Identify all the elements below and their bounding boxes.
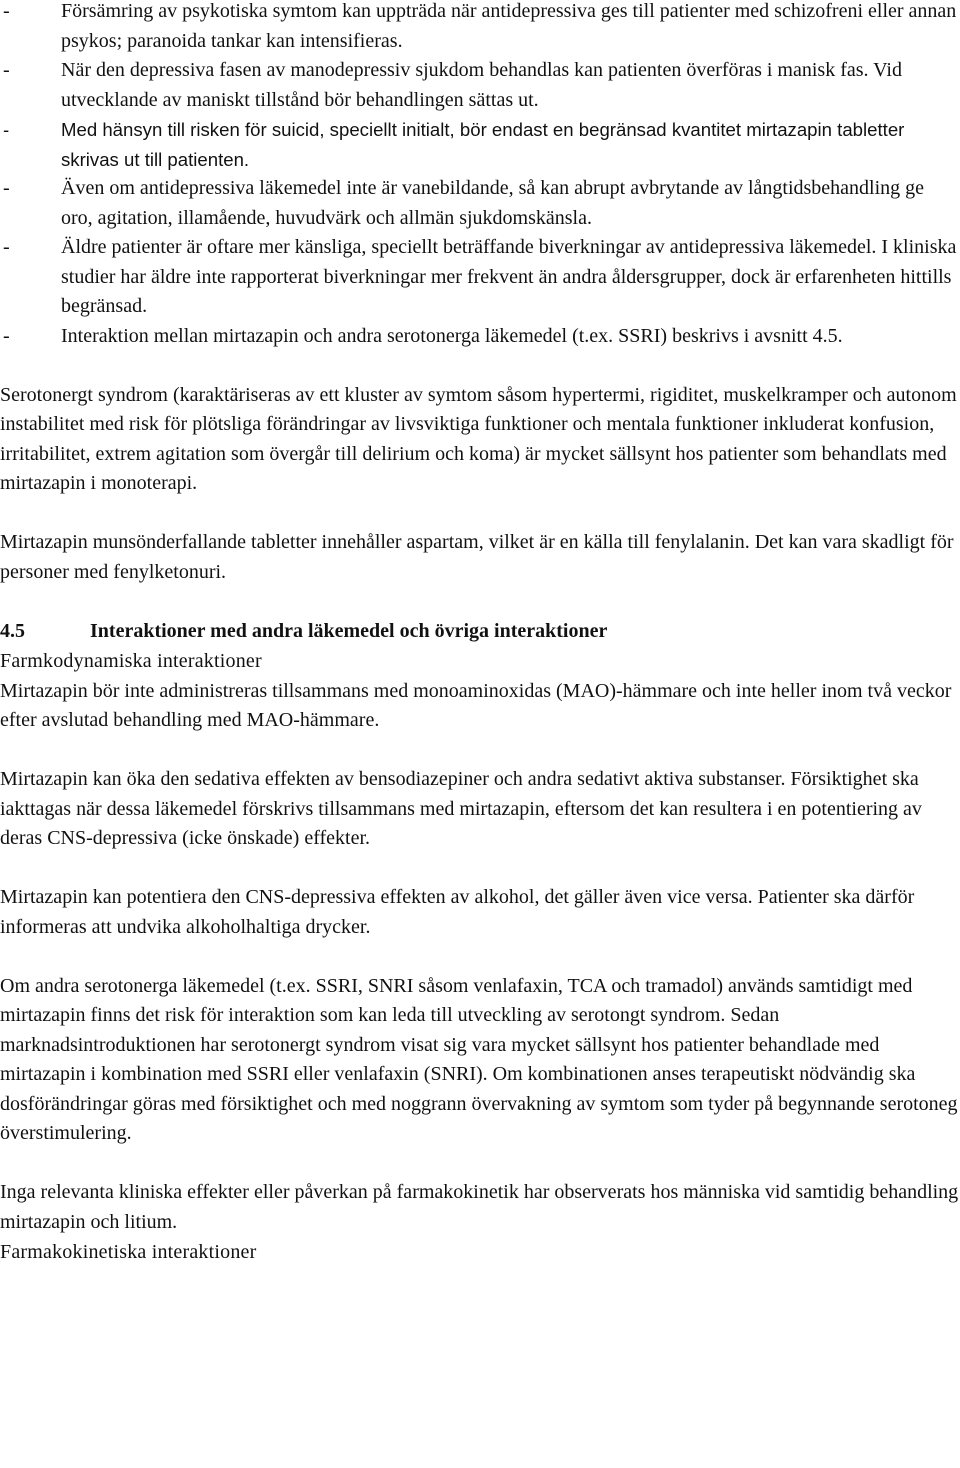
- paragraph-aspartam: Mirtazapin munsönderfallande tabletter innehåller aspartam, vilket är en källa till fenylalanin. Det kan vara skadligt för personer med fenylketonuri.: [0, 531, 954, 583]
- subheading-farmakokinetiska: Farmakokinetiska interaktioner: [0, 1241, 257, 1263]
- bullet-dash: -: [3, 119, 10, 140]
- bullet-text: Interaktion mellan mirtazapin och andra serotonerga läkemedel (t.ex. SSRI) beskrivs i avsnitt 4.5.: [61, 324, 843, 347]
- paragraph-serotonergt-syndrom: Serotonergt syndrom (karaktäriseras av ett kluster av symtom såsom hypertermi, rigiditet, muskelkramper och autonom instabilitet med risk för plötsliga förändringar av livsviktiga funktioner och mentala funktioner inkluderat konfusion, irritabilitet, extrem agitation som övergår till delirium och koma) är mycket sällsynt hos patienter som behandlats med mirtazapin i monoterapi.: [0, 383, 957, 494]
- bullet-dash: -: [3, 177, 10, 199]
- section-number: 4.5: [0, 619, 25, 642]
- bullet-dash: -: [3, 0, 10, 22]
- paragraph-bensodiazepiner: Mirtazapin kan öka den sedativa effekten av bensodiazepiner och andra sedativt aktiva substanser. Försiktighet ska iakttagas när dessa läkemedel förskrivs tillsammans med mirtazapin, eftersom det kan resultera i en potentiering av deras CNS-depressiva (icke önskade) effekter.: [0, 768, 922, 849]
- bullet-dash: -: [3, 236, 10, 258]
- bullet-item-manisk-fas: [0, 56, 960, 115]
- bullet-item-suicid: [0, 115, 960, 174]
- section-title: Interaktioner med andra läkemedel och övriga interaktioner: [90, 619, 608, 642]
- bullet-text: Äldre patienter är oftare mer känsliga, speciellt beträffande biverkningar av antidepressiva läkemedel. I kliniska studier har äldre inte rapporterat biverkningar mer frekvent än andra åldersgrupper, dock är erfarenheten hittills begränsad.: [61, 236, 957, 317]
- bullet-dash: -: [3, 324, 10, 347]
- bullet-text: När den depressiva fasen av manodepressiv sjukdom behandlas kan patienten överföras i manisk fas. Vid utvecklande av maniskt tillstånd bör behandlingen sättas ut.: [61, 59, 902, 111]
- bullet-text: Med hänsyn till risken för suicid, speciellt initialt, bör endast en begränsad kvantitet mirtazapin tabletter skrivas ut till patienten.: [61, 119, 905, 170]
- section-heading: [0, 617, 960, 647]
- bullet-item-psykos: [0, 0, 960, 56]
- paragraph-serotonerga-lakemedel: Om andra serotonerga läkemedel (t.ex. SSRI, SNRI såsom venlafaxin, TCA och tramadol) används samtidigt med mirtazapin finns det risk för interaktion som kan leda till utveckling av serotongt syndrom. Sedan marknadsintroduktionen har serotonergt syndrom visat sig vara mycket sällsynt hos patienter behandlade med mirtazapin i kombination med SSRI eller venlafaxin (SNRI). Om kombinationen anses terapeutiskt nödvändig ska dosförändringar göras med försiktighet och med noggrann övervakning av symtom som tyder på begynnande serotoneg överstimulering.: [0, 974, 958, 1144]
- paragraph-mao-hammare: Mirtazapin bör inte administreras tillsammans med monoaminoxidas (MAO)-hämmare och inte heller inom två veckor efter avslutad behandling med MAO-hämmare.: [0, 679, 952, 731]
- bullet-text: Försämring av psykotiska symtom kan uppträda när antidepressiva ges till patienter med schizofreni eller annan psykos; paranoida tankar kan intensifieras.: [61, 0, 957, 52]
- bullet-item-interaktion: [0, 322, 960, 352]
- paragraph-alkohol: Mirtazapin kan potentiera den CNS-depressiva effekten av alkohol, det gäller även vice versa. Patienter ska därför informeras att undvika alkoholhaltiga drycker.: [0, 886, 915, 938]
- bullet-item-aldre: [0, 233, 960, 322]
- bullet-item-utsattning: [0, 174, 960, 233]
- bullet-dash: -: [3, 59, 10, 81]
- paragraph-litium: Inga relevanta kliniska effekter eller påverkan på farmakokinetik har observerats hos människa vid samtidig behandling mirtazapin och litium.: [0, 1181, 959, 1233]
- bullet-text: Även om antidepressiva läkemedel inte är vanebildande, så kan abrupt avbrytande av långtidsbehandling ge oro, agitation, illamående, huvudvärk och allmän sjukdomskänsla.: [61, 177, 925, 229]
- subheading-farmakodynamiska: Farmkodynamiska interaktioner: [0, 650, 262, 672]
- warning-bullet-list: [0, 0, 960, 351]
